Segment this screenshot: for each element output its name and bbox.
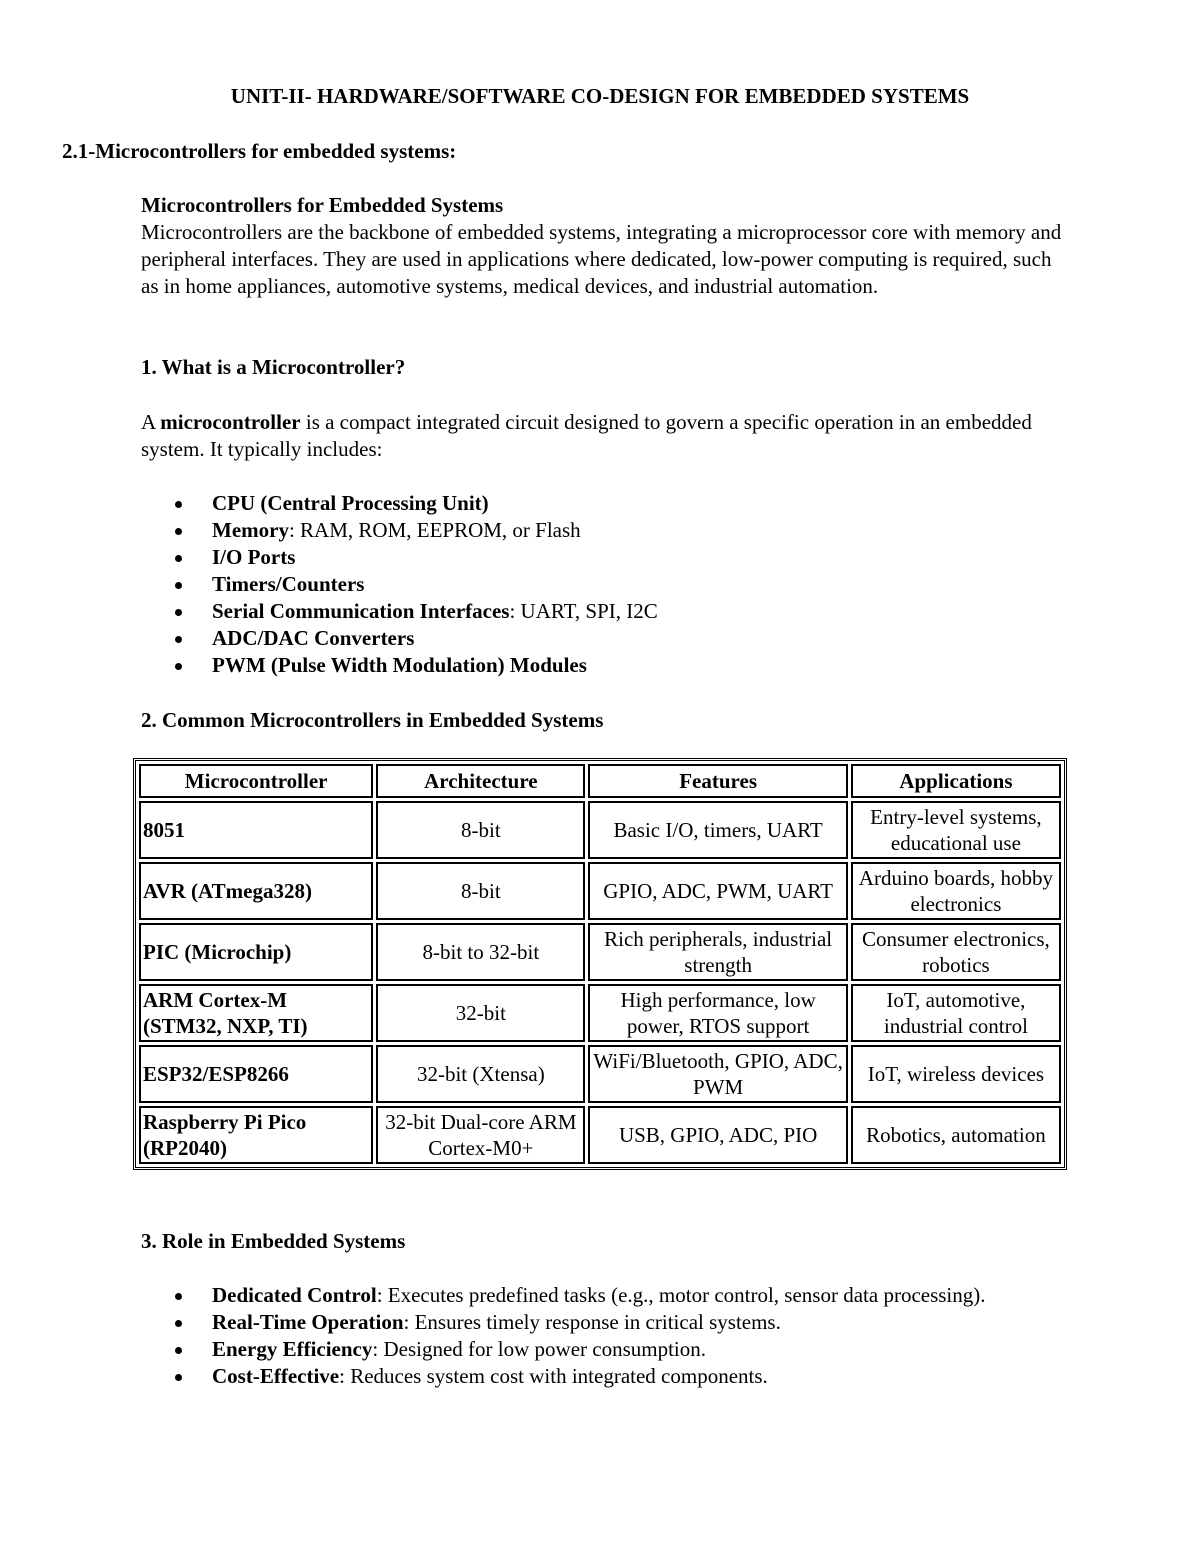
- table-cell: Arduino boards, hobby electronics: [851, 862, 1061, 920]
- table-cell: USB, GPIO, ADC, PIO: [588, 1106, 847, 1164]
- table-cell: 8-bit: [376, 801, 585, 859]
- table-cell: ARM Cortex-M (STM32, NXP, TI): [139, 984, 373, 1042]
- table-cell: WiFi/Bluetooth, GPIO, ADC, PWM: [588, 1045, 847, 1103]
- table-cell: 32-bit (Xtensa): [376, 1045, 585, 1103]
- table-cell: 8-bit to 32-bit: [376, 923, 585, 981]
- list-item: Timers/Counters: [141, 571, 1021, 598]
- table-cell: Raspberry Pi Pico (RP2040): [139, 1106, 373, 1164]
- what-is-paragraph: A microcontroller is a compact integrated circuit designed to govern a specific operation in an embedded system. It typically includes:: [141, 410, 1032, 461]
- table-row: [139, 862, 1061, 920]
- table-cell: ESP32/ESP8266: [139, 1045, 373, 1103]
- table-cell: 8051: [139, 801, 373, 859]
- list-item: Memory: RAM, ROM, EEPROM, or Flash: [141, 517, 1021, 544]
- table-cell: Consumer electronics, robotics: [851, 923, 1061, 981]
- table-header-row: [139, 764, 1061, 798]
- list-item: Serial Communication Interfaces: UART, SPI, I2C: [141, 598, 1021, 625]
- table-row: [139, 984, 1061, 1042]
- list-item: CPU (Central Processing Unit): [141, 490, 1021, 517]
- table-cell: High performance, low power, RTOS support: [588, 984, 847, 1042]
- list-item: Dedicated Control: Executes predefined tasks (e.g., motor control, sensor data processing).: [141, 1282, 1021, 1309]
- intro-heading: Microcontrollers for Embedded Systems: [141, 193, 504, 217]
- table-cell: Entry-level systems, educational use: [851, 801, 1061, 859]
- column-header: Features: [588, 764, 847, 798]
- role-heading: 3. Role in Embedded Systems: [141, 1229, 406, 1253]
- table-cell: Basic I/O, timers, UART: [588, 801, 847, 859]
- common-heading: 2. Common Microcontrollers in Embedded Systems: [141, 708, 604, 732]
- role-list: [141, 1282, 1021, 1390]
- table-cell: GPIO, ADC, PWM, UART: [588, 862, 847, 920]
- table-cell: 32-bit: [376, 984, 585, 1042]
- list-item: Energy Efficiency: Designed for low power consumption.: [141, 1336, 1021, 1363]
- table-row: [139, 801, 1061, 859]
- table-row: [139, 923, 1061, 981]
- microcontroller-table: [133, 758, 1067, 1170]
- table-cell: 32-bit Dual-core ARM Cortex-M0+: [376, 1106, 585, 1164]
- intro-paragraph: Microcontrollers are the backbone of embedded systems, integrating a microprocessor core with memory and peripheral interfaces. They are used in applications where dedicated, low-power computing is required, such as in home appliances, automotive systems, medical devices, and industrial automation.: [141, 220, 1062, 298]
- table-cell: 8-bit: [376, 862, 585, 920]
- column-header: Applications: [851, 764, 1061, 798]
- what-is-heading: 1. What is a Microcontroller?: [141, 355, 406, 379]
- table-row: [139, 1106, 1061, 1164]
- list-item: Cost-Effective: Reduces system cost with integrated components.: [141, 1363, 1021, 1390]
- table-cell: Rich peripherals, industrial strength: [588, 923, 847, 981]
- table-cell: IoT, wireless devices: [851, 1045, 1061, 1103]
- page-title: UNIT-II- HARDWARE/SOFTWARE CO-DESIGN FOR EMBEDDED SYSTEMS: [230, 84, 970, 108]
- column-header: Microcontroller: [139, 764, 373, 798]
- list-item: PWM (Pulse Width Modulation) Modules: [141, 652, 1021, 679]
- feature-list: [141, 490, 1021, 679]
- column-header: Architecture: [376, 764, 585, 798]
- list-item: I/O Ports: [141, 544, 1021, 571]
- table-cell: IoT, automotive, industrial control: [851, 984, 1061, 1042]
- table-cell: PIC (Microchip): [139, 923, 373, 981]
- table-row: [139, 1045, 1061, 1103]
- table-cell: Robotics, automation: [851, 1106, 1061, 1164]
- section-heading: 2.1-Microcontrollers for embedded systems:: [62, 139, 457, 163]
- list-item: Real-Time Operation: Ensures timely response in critical systems.: [141, 1309, 1021, 1336]
- list-item: ADC/DAC Converters: [141, 625, 1021, 652]
- table-cell: AVR (ATmega328): [139, 862, 373, 920]
